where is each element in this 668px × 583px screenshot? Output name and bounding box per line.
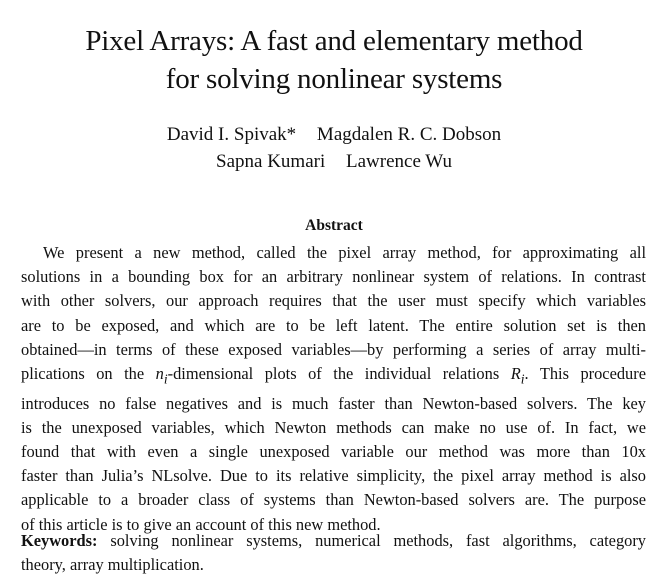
- math-symbol-r: R: [510, 364, 521, 384]
- abstract-line-10: faster than Julia’s NLsolve. Due to its relative simplicity, the pixel array method is also: [21, 466, 646, 486]
- author-line-1: [0, 121, 668, 148]
- math-subscript-i-1: i: [163, 371, 168, 387]
- abstract-line-2: solutions in a bounding box for an arbitrary nonlinear system of relations. In contrast: [21, 267, 646, 287]
- math-line-part-2: -dimensional plots of the individual relations: [167, 364, 511, 384]
- author-kumari: Sapna Kumari: [216, 151, 326, 172]
- author-line-2: [0, 148, 668, 175]
- math-line-part-1: plications on the: [21, 364, 156, 384]
- abstract-heading: Abstract: [305, 217, 363, 234]
- author-dobson: Magdalen R. C. Dobson: [316, 124, 502, 145]
- title-line-2: for solving nonlinear systems: [165, 63, 503, 95]
- abstract-line-6: [21, 362, 646, 391]
- abstract-line-9: found that with even a single unexposed variable our method was more than 10x: [21, 441, 646, 461]
- abstract-line-11: applicable to a broader class of systems than Newton-based solvers are. The purpose: [21, 490, 646, 510]
- abstract-line-4: are to be exposed, and which are to be left latent. The entire solution set is then: [21, 315, 646, 335]
- abstract-line-1: We present a new method, called the pixel array method, for approximating all: [43, 243, 646, 262]
- keywords-line-1: [21, 529, 646, 553]
- keywords-label: Keywords:: [21, 531, 98, 550]
- keywords-line-2: theory, array multiplication.: [21, 555, 204, 575]
- abstract-line-3: with other solvers, our approach requires that the user must specify which variables: [21, 291, 646, 311]
- paper-title: [0, 22, 668, 98]
- author-spivak: David I. Spivak*: [166, 124, 297, 145]
- keywords-section: [21, 529, 646, 577]
- abstract-line-7: introduces no false negatives and is much faster than Newton-based solvers. The key: [21, 393, 646, 413]
- author-wu: Lawrence Wu: [346, 151, 452, 172]
- math-line-part-3: . This procedure: [524, 364, 646, 384]
- abstract-line-12: of this article is to give an account of this new method.: [21, 514, 381, 534]
- title-line-1: Pixel Arrays: A fast and elementary method: [85, 25, 583, 57]
- abstract-line-5: obtained—in terms of these exposed variables—by performing a series of array multi-: [21, 339, 646, 359]
- abstract-body: [21, 241, 646, 537]
- math-symbol-n: n: [155, 364, 164, 384]
- keywords-text-1: solving nonlinear systems, numerical methods, fast algorithms, category: [110, 531, 646, 550]
- author-list: [0, 121, 668, 175]
- abstract-line-8: is the unexposed variables, which Newton methods can make no use of. In fact, we: [21, 417, 646, 437]
- math-subscript-i-2: i: [520, 371, 525, 387]
